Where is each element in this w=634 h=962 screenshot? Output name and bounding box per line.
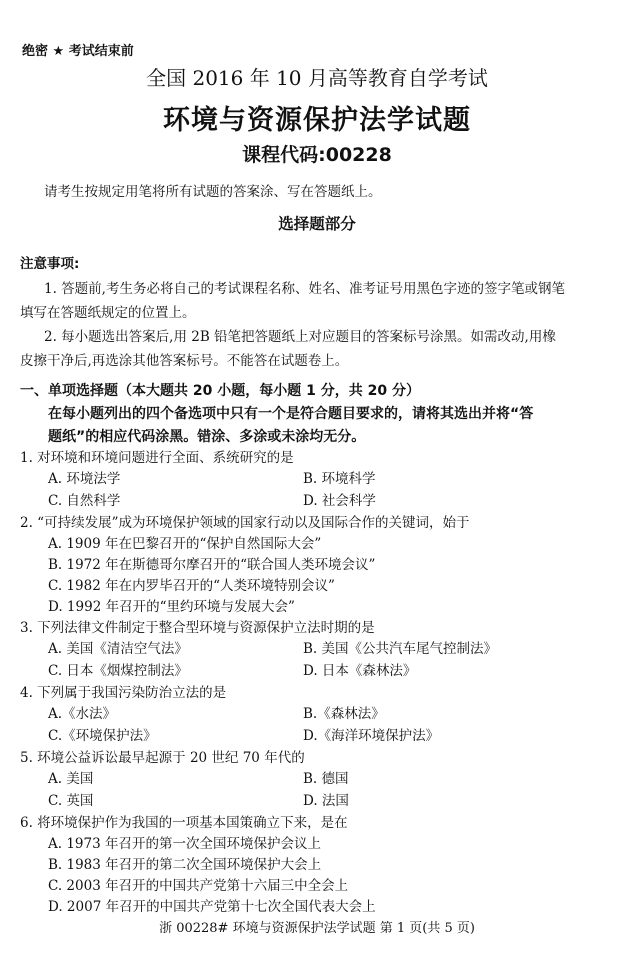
option: D. 社会科学 <box>303 493 376 509</box>
note-line: 皮擦干净后,再选涂其他答案标号。不能答在试题卷上。 <box>20 353 349 369</box>
option: C. 英国 <box>48 793 94 809</box>
course-code: 课程代码:00228 <box>242 144 392 166</box>
exam-title: 全国 2016 年 10 月高等教育自学考试 <box>146 66 488 90</box>
option: A.《水法》 <box>48 706 117 722</box>
option: B. 1983 年召开的第二次全国环境保护大会上 <box>48 857 322 873</box>
option: B. 1972 年在斯德哥尔摩召开的“联合国人类环境会议” <box>48 557 376 573</box>
option: A. 美国 <box>48 771 94 787</box>
option: A. 1973 年召开的第一次全国环境保护会议上 <box>48 836 321 852</box>
option: D.《海洋环境保护法》 <box>303 728 440 744</box>
note-line: 2. 每小题选出答案后,用 2B 铅笔把答题纸上对应题目的答案标号涂黑。如需改动,用橡 <box>44 329 556 345</box>
option: C. 1982 年在内罗毕召开的“人类环境特别会议” <box>48 578 335 594</box>
section-heading: 一、单项选择题（本大题共 20 小题，每小题 1 分，共 20 分） <box>20 383 420 399</box>
option: C. 2003 年召开的中国共产党第十六届三中全会上 <box>48 878 349 894</box>
answer-instruction: 请考生按规定用笔将所有试题的答案涂、写在答题纸上。 <box>44 184 382 200</box>
question-stem: 3. 下列法律文件制定于整合型环境与资源保护立法时期的是 <box>20 620 375 636</box>
note-line: 1. 答题前,考生务必将自己的考试课程名称、姓名、准考证号用黑色字迹的签字笔或钢笔 <box>44 281 565 297</box>
section-description: 题纸”的相应代码涂黑。错涂、多涂或未涂均无分。 <box>48 429 366 445</box>
option: B.《森林法》 <box>303 706 385 722</box>
question-stem: 1. 对环境和环境问题进行全面、系统研究的是 <box>20 450 294 466</box>
option: A. 美国《清洁空气法》 <box>48 641 188 657</box>
option: D. 日本《森林法》 <box>303 663 417 679</box>
option: B. 环境科学 <box>303 471 376 487</box>
note-line: 填写在答题纸规定的位置上。 <box>20 305 196 321</box>
option: C.《环境保护法》 <box>48 728 157 744</box>
subject-title: 环境与资源保护法学试题 <box>163 105 471 136</box>
option: A. 1909 年在巴黎召开的“保护自然国际大会” <box>48 536 322 552</box>
option: C. 自然科学 <box>48 493 121 509</box>
section-description: 在每小题列出的四个备选项中只有一个是符合题目要求的，请将其选出并将“答 <box>48 406 534 422</box>
notes-heading: 注意事项: <box>20 256 80 272</box>
option: C. 日本《烟煤控制法》 <box>48 663 188 679</box>
option: B. 德国 <box>303 771 349 787</box>
question-stem: 6. 将环境保护作为我国的一项基本国策确立下来，是在 <box>20 815 348 831</box>
option: B. 美国《公共汽车尾气控制法》 <box>303 641 498 657</box>
part-title: 选择题部分 <box>278 215 356 233</box>
option: D. 法国 <box>303 793 349 809</box>
question-stem: 2. “可持续发展”成为环境保护领域的国家行动以及国际合作的关键词，始于 <box>20 515 470 531</box>
option: D. 2007 年召开的中国共产党第十七次全国代表大会上 <box>48 899 376 915</box>
question-stem: 5. 环境公益诉讼最早起源于 20 世纪 70 年代的 <box>20 750 305 766</box>
question-stem: 4. 下列属于我国污染防治立法的是 <box>20 685 227 701</box>
confidential-label: 绝密 ★ 考试结束前 <box>22 44 134 59</box>
page-footer: 浙 00228# 环境与资源保护法学试题 第 1 页(共 5 页) <box>159 921 475 936</box>
option: A. 环境法学 <box>48 471 121 487</box>
option: D. 1992 年召开的“里约环境与发展大会” <box>48 599 295 615</box>
